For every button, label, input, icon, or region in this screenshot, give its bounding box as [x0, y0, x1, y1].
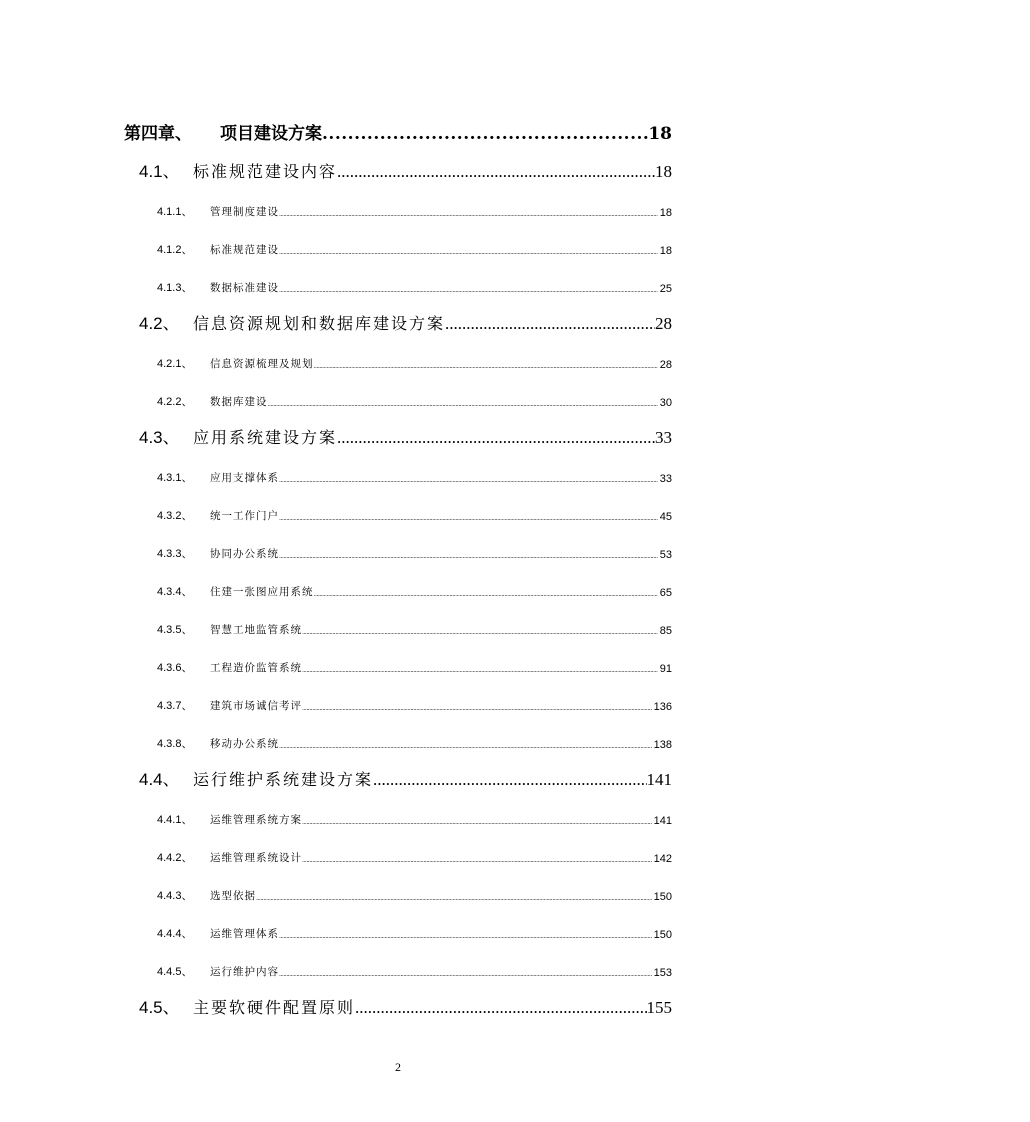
toc-entry-number: 4.3.8、	[157, 738, 193, 750]
toc-entry-title: 标准规范建设内容	[193, 162, 338, 181]
toc-dot-leader	[279, 477, 658, 485]
toc-entry-page: 155	[646, 998, 672, 1017]
toc-entry-title: 选型依据	[210, 890, 256, 902]
toc-entry-page: 141	[653, 815, 672, 827]
page-number: 2	[395, 1060, 401, 1074]
toc-entry-title: 运行维护系统建设方案	[193, 770, 374, 789]
toc-dot-leader	[445, 314, 655, 334]
toc-entry-page: 33	[659, 473, 672, 485]
toc-dot-leader	[314, 591, 658, 599]
toc-dot-leader	[302, 705, 652, 713]
toc-entry-page: 85	[659, 625, 672, 637]
toc-entry-number: 4.3.7、	[157, 700, 193, 712]
toc-entry-title: 住建一张图应用系统	[210, 586, 314, 598]
toc-entry-title: 数据库建设	[210, 396, 268, 408]
toc-entry-page: 45	[659, 511, 672, 523]
toc-entry-page: 142	[653, 853, 672, 865]
toc-dot-leader	[279, 743, 652, 751]
toc-entry-level-3[interactable]	[157, 697, 672, 713]
toc-entry-level-3[interactable]	[157, 355, 672, 371]
toc-entry-level-3[interactable]	[157, 545, 672, 561]
toc-entry-number: 4.3、	[139, 428, 180, 447]
toc-entry-title: 应用系统建设方案	[193, 428, 338, 447]
toc-entry-level-3[interactable]	[157, 811, 672, 827]
toc-entry-number: 4.4.1、	[157, 814, 193, 826]
toc-entry-title: 信息资源梳理及规划	[210, 358, 314, 370]
toc-entry-page: 33	[655, 428, 672, 447]
toc-entry-level-3[interactable]	[157, 621, 672, 637]
toc-entry-number: 4.1、	[139, 162, 180, 181]
toc-dot-leader	[322, 124, 648, 144]
toc-entry-level-3[interactable]	[157, 925, 672, 941]
toc-dot-leader	[279, 553, 658, 561]
toc-entry-level-3[interactable]	[157, 659, 672, 675]
toc-entry-number: 4.2、	[139, 314, 180, 333]
toc-dot-leader	[337, 162, 655, 182]
toc-entry-title: 运维管理系统方案	[210, 814, 302, 826]
toc-entry-page: 18	[648, 124, 672, 144]
toc-dot-leader	[279, 211, 658, 219]
toc-dot-leader	[268, 401, 658, 409]
toc-entry-title: 项目建设方案	[220, 124, 322, 144]
toc-entry-number: 4.3.6、	[157, 662, 193, 674]
toc-entry-level-3[interactable]	[157, 279, 672, 295]
toc-entry-level-2[interactable]	[139, 157, 672, 182]
toc-entry-number: 4.3.4、	[157, 586, 193, 598]
toc-entry-page: 91	[659, 663, 672, 675]
toc-entry-level-1[interactable]	[124, 119, 672, 144]
toc-dot-leader	[302, 629, 658, 637]
toc-entry-title: 运行维护内容	[210, 966, 279, 978]
toc-entry-title: 标准规范建设	[210, 244, 279, 256]
toc-entry-title: 移动办公系统	[210, 738, 279, 750]
toc-entry-page: 25	[659, 283, 672, 295]
toc-dot-leader	[302, 857, 652, 865]
toc-entry-title: 数据标准建设	[210, 282, 279, 294]
toc-entry-page: 150	[653, 891, 672, 903]
toc-entry-level-3[interactable]	[157, 735, 672, 751]
toc-entry-title: 建筑市场诚信考评	[210, 700, 302, 712]
toc-entry-level-2[interactable]	[139, 309, 672, 334]
toc-entry-number: 4.2.1、	[157, 358, 193, 370]
toc-entry-page: 30	[659, 397, 672, 409]
toc-dot-leader	[302, 819, 652, 827]
toc-entry-number: 4.1.1、	[157, 206, 193, 218]
toc-dot-leader	[279, 287, 658, 295]
toc-dot-leader	[279, 515, 658, 523]
toc-entry-number: 4.1.3、	[157, 282, 193, 294]
toc-entry-title: 工程造价监管系统	[210, 662, 302, 674]
toc-dot-leader	[279, 971, 652, 979]
toc-entry-title: 管理制度建设	[210, 206, 279, 218]
toc-entry-title: 运维管理体系	[210, 928, 279, 940]
toc-entry-page: 141	[646, 770, 672, 789]
toc-dot-leader	[256, 895, 652, 903]
toc-entry-title: 主要软硬件配置原则	[193, 998, 356, 1017]
toc-entry-page: 153	[653, 967, 672, 979]
toc-entry-level-2[interactable]	[139, 993, 672, 1018]
toc-entry-number: 4.1.2、	[157, 244, 193, 256]
toc-entry-level-3[interactable]	[157, 849, 672, 865]
toc-entry-number: 4.3.5、	[157, 624, 193, 636]
toc-entry-title: 智慧工地监管系统	[210, 624, 302, 636]
toc-entry-number: 4.2.2、	[157, 396, 193, 408]
toc-dot-leader	[314, 363, 658, 371]
toc-entry-page: 18	[659, 245, 672, 257]
toc-entry-number: 4.5、	[139, 998, 180, 1017]
toc-entry-level-3[interactable]	[157, 203, 672, 219]
toc-entry-number: 4.4.5、	[157, 966, 193, 978]
toc-entry-level-3[interactable]	[157, 887, 672, 903]
toc-entry-page: 65	[659, 587, 672, 599]
toc-entry-level-3[interactable]	[157, 241, 672, 257]
toc-dot-leader	[302, 667, 658, 675]
toc-dot-leader	[279, 249, 658, 257]
toc-entry-page: 18	[655, 162, 672, 181]
toc-entry-title: 信息资源规划和数据库建设方案	[193, 314, 446, 333]
toc-entry-page: 18	[659, 207, 672, 219]
toc-entry-level-3[interactable]	[157, 583, 672, 599]
toc-dot-leader	[279, 933, 652, 941]
toc-entry-page: 53	[659, 549, 672, 561]
toc-entry-number: 4.4.4、	[157, 928, 193, 940]
toc-entry-level-3[interactable]	[157, 469, 672, 485]
toc-entry-level-3[interactable]	[157, 963, 672, 979]
toc-entry-level-3[interactable]	[157, 507, 672, 523]
toc-entry-level-2[interactable]	[139, 423, 672, 448]
toc-entry-number: 4.3.3、	[157, 548, 193, 560]
toc-entry-page: 28	[655, 314, 672, 333]
toc-entry-page: 28	[659, 359, 672, 371]
toc-dot-leader	[337, 428, 655, 448]
toc-dot-leader	[355, 998, 646, 1018]
toc-entry-page: 138	[653, 739, 672, 751]
toc-entry-number: 4.4.3、	[157, 890, 193, 902]
toc-entry-number: 4.4、	[139, 770, 180, 789]
toc-entry-title: 运维管理系统设计	[210, 852, 302, 864]
toc-entry-page: 150	[653, 929, 672, 941]
toc-entry-level-3[interactable]	[157, 393, 672, 409]
toc-entry-page: 136	[653, 701, 672, 713]
toc-dot-leader	[373, 770, 646, 790]
toc-entry-number: 4.3.1、	[157, 472, 193, 484]
toc-entry-title: 统一工作门户	[210, 510, 279, 522]
toc-entry-level-2[interactable]	[139, 765, 672, 790]
toc-entry-number: 4.4.2、	[157, 852, 193, 864]
toc-entry-title: 协同办公系统	[210, 548, 279, 560]
toc-entry-title: 应用支撑体系	[210, 472, 279, 484]
toc-entry-number: 4.3.2、	[157, 510, 193, 522]
toc-entry-number: 第四章、	[124, 124, 192, 144]
